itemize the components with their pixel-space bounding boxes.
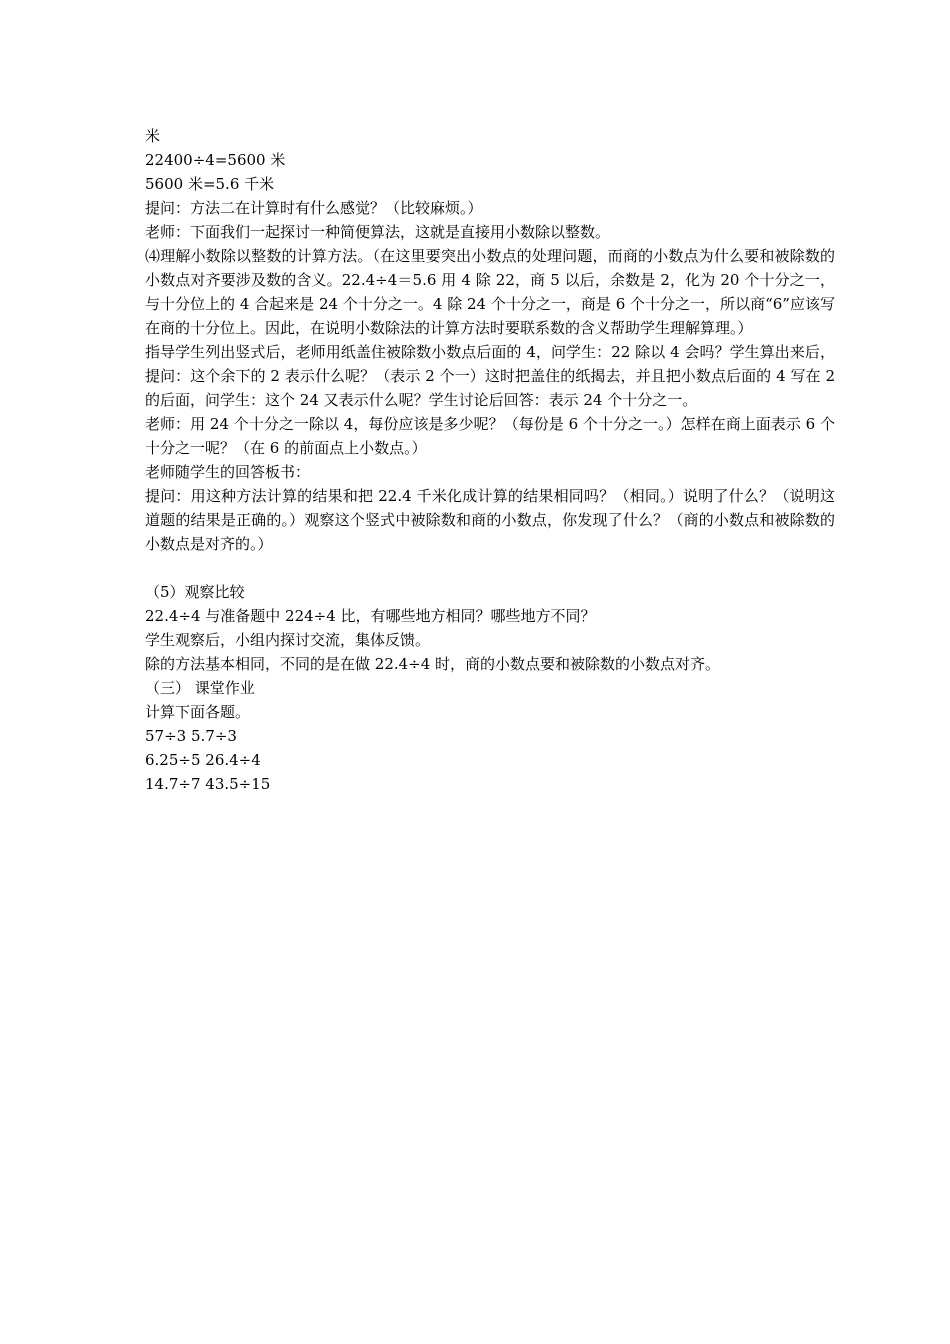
paragraph-check-result: 提问：用这种方法计算的结果和把 22.4 千米化成计算的结果相同吗？（相同。）说明了什么？（说明这道题的结果是正确的。）观察这个竖式中被除数和商的小数点，你发现了什么？（商的小数点和被除数的小数点是对齐的。） [145,487,835,553]
text-line-conclusion: 除的方法基本相同，不同的是在做 22.4÷4 时，商的小数点要和被除数的小数点对齐。 [145,655,721,673]
section-heading-observe: （5）观察比较 [145,583,245,601]
paragraph-guidance: 指导学生列出竖式后，老师用纸盖住被除数小数点后面的 4，问学生：22 除以 4 会吗？学生算出来后，提问：这个余下的 2 表示什么呢？（表示 2 个一）这时把盖住的纸揭去，并且把小数点后面的 4 写在 2 的后面，问学生：这个 24 又表示什么呢？学生讨论后回答：表示 24 个十分之一。 [145,343,835,409]
text-line-calc-1: 22400÷4=5600 米 [145,151,286,169]
paragraph-method: ⑷理解小数除以整数的计算方法。（在这里要突出小数点的处理问题，而商的小数点为什么要和被除数的小数点对齐要涉及数的含义。22.4÷4＝5.6 用 4 除 22，商 5 以后，余数是 2，化为 20 个十分之一，与十分位上的 4 合起来是 24 个十分之一。4 除 24 个十分之一，商是 6 个十分之一，所以商“6”应该写在商的十分位上。因此，在说明小数除法的计算方法时要联系数的含义帮助学生理解算理。） [145,247,835,337]
blank-line [145,556,835,580]
text-line-teacher: 老师：下面我们一起探讨一种简便算法，这就是直接用小数除以整数。 [145,223,611,241]
text-line-instruction: 计算下面各题。 [145,703,251,721]
exercise-row: 6.25÷5 26.4÷4 [145,751,261,769]
document-body [145,124,835,796]
section-heading-homework: （三） 课堂作业 [145,679,255,697]
text-line-calc-2: 5600 米=5.6 千米 [145,175,275,193]
paragraph-teacher-question: 老师：用 24 个十分之一除以 4，每份应该是多少呢？（每份是 6 个十分之一。）怎样在商上面表示 6 个十分之一呢？（在 6 的前面点上小数点。） [145,415,835,457]
text-line-question: 提问：方法二在计算时有什么感觉？（比较麻烦。） [145,199,483,217]
paragraph-board-note: 老师随学生的回答板书： [145,463,311,481]
exercise-row: 14.7÷7 43.5÷15 [145,775,271,793]
text-line-observe: 学生观察后，小组内探讨交流，集体反馈。 [145,631,431,649]
text-line-compare: 22.4÷4 与准备题中 224÷4 比，有哪些地方相同？哪些地方不同？ [145,607,596,625]
text-line-unit: 米 [145,127,161,145]
exercise-row: 57÷3 5.7÷3 [145,727,237,745]
